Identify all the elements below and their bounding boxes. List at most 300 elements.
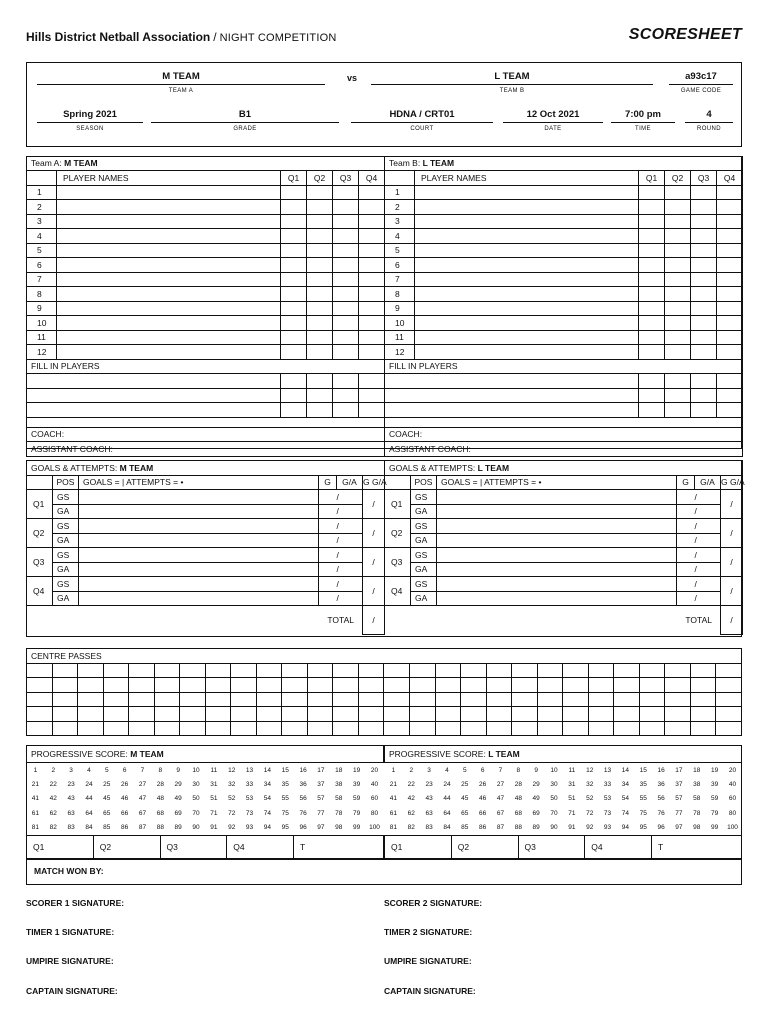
score-number[interactable]: 100 (727, 824, 738, 832)
position-cell[interactable] (665, 374, 691, 389)
centre-pass-cell[interactable] (537, 692, 563, 707)
position-cell[interactable] (281, 229, 307, 244)
position-cell[interactable] (639, 287, 665, 302)
centre-pass-cell[interactable] (231, 663, 257, 678)
centre-pass-cell[interactable] (180, 707, 206, 722)
score-number[interactable]: 64 (443, 809, 451, 817)
position-cell[interactable] (307, 345, 333, 360)
centre-pass-cell[interactable] (461, 678, 487, 693)
position-cell[interactable] (717, 185, 743, 200)
centre-pass-cell[interactable] (333, 721, 359, 736)
score-number[interactable]: 86 (479, 824, 487, 832)
position-cell[interactable] (281, 374, 307, 389)
position-cell[interactable] (333, 272, 359, 287)
score-number[interactable]: 31 (210, 780, 218, 788)
centre-pass-cell[interactable] (665, 692, 691, 707)
position-cell[interactable] (717, 272, 743, 287)
score-number[interactable]: 90 (550, 824, 558, 832)
score-number[interactable]: 7 (498, 766, 503, 774)
centre-pass-cell[interactable] (52, 663, 78, 678)
centre-pass-cell[interactable] (231, 721, 257, 736)
score-number[interactable]: 14 (263, 766, 271, 774)
tally-cell[interactable] (437, 577, 677, 592)
score-number[interactable]: 94 (263, 824, 271, 832)
score-number[interactable]: 26 (479, 780, 487, 788)
centre-pass-cell[interactable] (614, 707, 640, 722)
player-name-cell[interactable] (415, 243, 639, 258)
score-number[interactable]: 33 (603, 780, 612, 788)
centre-pass-cell[interactable] (588, 678, 614, 693)
score-number[interactable]: 95 (281, 824, 289, 832)
centre-pass-cell[interactable] (512, 663, 538, 678)
position-cell[interactable] (281, 345, 307, 360)
score-number[interactable]: 47 (496, 795, 505, 803)
position-cell[interactable] (359, 388, 385, 403)
score-number[interactable]: 3 (427, 766, 431, 774)
centre-pass-cell[interactable] (27, 663, 53, 678)
position-cell[interactable] (691, 200, 717, 215)
position-cell[interactable] (359, 272, 385, 287)
centre-pass-cell[interactable] (333, 678, 359, 693)
g-cell[interactable] (319, 519, 337, 534)
centre-pass-cell[interactable] (614, 663, 640, 678)
tally-cell[interactable] (79, 548, 319, 563)
score-number[interactable]: 99 (352, 824, 361, 832)
fill-in-name-cell[interactable] (385, 403, 639, 418)
position-cell[interactable] (281, 214, 307, 229)
score-number[interactable]: 66 (121, 809, 129, 817)
position-cell[interactable] (307, 316, 333, 331)
player-name-cell[interactable] (415, 345, 639, 360)
score-number[interactable]: 35 (639, 780, 647, 788)
score-number[interactable]: 93 (603, 824, 612, 832)
position-cell[interactable] (639, 243, 665, 258)
score-number[interactable]: 2 (51, 766, 56, 774)
score-number[interactable]: 44 (443, 795, 451, 803)
position-cell[interactable] (691, 330, 717, 345)
position-cell[interactable] (359, 374, 385, 389)
position-cell[interactable] (665, 388, 691, 403)
centre-pass-cell[interactable] (537, 707, 563, 722)
position-cell[interactable] (691, 272, 717, 287)
centre-pass-cell[interactable] (129, 692, 155, 707)
score-number[interactable]: 5 (462, 766, 467, 774)
centre-pass-cell[interactable] (435, 692, 461, 707)
score-number[interactable]: 34 (263, 780, 271, 788)
centre-pass-cell[interactable] (307, 678, 333, 693)
score-number[interactable]: 11 (210, 766, 218, 774)
centre-pass-cell[interactable] (690, 678, 716, 693)
game-code-field[interactable] (669, 71, 733, 97)
score-number[interactable]: 35 (281, 780, 289, 788)
score-number[interactable]: 5 (104, 766, 109, 774)
g-cell[interactable] (677, 591, 695, 606)
score-number[interactable]: 13 (245, 766, 254, 774)
score-number[interactable]: 41 (389, 795, 398, 803)
centre-pass-cell[interactable] (78, 721, 104, 736)
centre-pass-cell[interactable] (384, 678, 410, 693)
player-name-cell[interactable] (415, 185, 639, 200)
centre-pass-cell[interactable] (256, 678, 282, 693)
player-name-cell[interactable] (415, 287, 639, 302)
score-number[interactable]: 8 (516, 766, 521, 774)
tally-cell[interactable] (79, 533, 319, 548)
centre-pass-cell[interactable] (205, 692, 231, 707)
quarter-total-box[interactable]: Q3 (160, 836, 227, 859)
position-cell[interactable] (639, 258, 665, 273)
g-cell[interactable] (319, 548, 337, 563)
position-cell[interactable] (359, 403, 385, 418)
score-number[interactable]: 90 (192, 824, 200, 832)
position-cell[interactable] (639, 316, 665, 331)
score-number[interactable]: 73 (245, 809, 254, 817)
score-number[interactable]: 3 (69, 766, 73, 774)
time-field[interactable] (611, 109, 675, 135)
position-cell[interactable] (307, 243, 333, 258)
position-cell[interactable] (333, 185, 359, 200)
ga-cell[interactable]: / (695, 548, 721, 563)
position-cell[interactable] (691, 374, 717, 389)
player-name-cell[interactable] (415, 229, 639, 244)
score-number[interactable]: 55 (639, 795, 647, 803)
quarter-total-box[interactable]: Q4 (585, 836, 652, 859)
score-number[interactable]: 86 (121, 824, 129, 832)
score-number[interactable]: 52 (228, 795, 236, 803)
centre-pass-cell[interactable] (307, 721, 333, 736)
score-number[interactable]: 50 (550, 795, 558, 803)
score-number[interactable]: 17 (317, 766, 325, 774)
position-cell[interactable] (307, 301, 333, 316)
score-number[interactable]: 6 (480, 766, 485, 774)
position-cell[interactable] (717, 243, 743, 258)
score-number[interactable]: 88 (156, 824, 164, 832)
position-cell[interactable] (665, 185, 691, 200)
captain-1-signature[interactable]: CAPTAIN SIGNATURE: (26, 986, 118, 996)
score-number[interactable]: 48 (156, 795, 164, 803)
score-number[interactable]: 37 (317, 780, 325, 788)
score-number[interactable]: 81 (389, 824, 398, 832)
score-number[interactable]: 96 (657, 824, 665, 832)
position-cell[interactable] (281, 200, 307, 215)
score-number[interactable]: 63 (67, 809, 75, 817)
score-number[interactable]: 62 (49, 809, 57, 817)
fill-in-name-cell[interactable] (27, 403, 281, 418)
ga-cell[interactable]: / (695, 490, 721, 505)
player-name-cell[interactable] (57, 301, 281, 316)
score-number[interactable]: 88 (514, 824, 522, 832)
score-number[interactable]: 78 (693, 809, 701, 817)
score-number[interactable]: 28 (514, 780, 522, 788)
score-number[interactable]: 33 (245, 780, 254, 788)
centre-pass-cell[interactable] (129, 663, 155, 678)
score-number[interactable]: 84 (85, 824, 93, 832)
centre-pass-cell[interactable] (307, 663, 333, 678)
score-number[interactable]: 27 (496, 780, 505, 788)
position-cell[interactable] (717, 330, 743, 345)
quarter-total-cell[interactable]: / (721, 490, 743, 519)
score-number[interactable]: 82 (49, 824, 57, 832)
score-number[interactable]: 26 (121, 780, 129, 788)
position-cell[interactable] (307, 229, 333, 244)
score-number[interactable]: 28 (156, 780, 164, 788)
position-cell[interactable] (717, 287, 743, 302)
position-cell[interactable] (639, 200, 665, 215)
centre-pass-cell[interactable] (154, 707, 180, 722)
position-cell[interactable] (333, 388, 359, 403)
ga-cell[interactable]: / (337, 562, 363, 577)
position-cell[interactable] (665, 272, 691, 287)
position-cell[interactable] (359, 258, 385, 273)
tally-cell[interactable] (437, 504, 677, 519)
score-number[interactable]: 43 (425, 795, 433, 803)
centre-pass-cell[interactable] (103, 663, 129, 678)
score-number[interactable]: 1 (391, 766, 396, 774)
centre-pass-cell[interactable] (180, 721, 206, 736)
centre-pass-cell[interactable] (384, 721, 410, 736)
team-a-field[interactable] (37, 71, 325, 97)
score-number[interactable]: 87 (496, 824, 505, 832)
score-number[interactable]: 44 (85, 795, 93, 803)
position-cell[interactable] (639, 345, 665, 360)
quarter-total-box[interactable]: Q1 (385, 836, 452, 859)
centre-pass-cell[interactable] (78, 678, 104, 693)
centre-pass-cell[interactable] (333, 707, 359, 722)
quarter-total-cell[interactable]: / (721, 519, 743, 548)
score-number[interactable]: 34 (621, 780, 629, 788)
score-number[interactable]: 30 (550, 780, 558, 788)
centre-pass-cell[interactable] (614, 721, 640, 736)
position-cell[interactable] (639, 272, 665, 287)
tally-cell[interactable] (79, 562, 319, 577)
score-number[interactable]: 2 (409, 766, 414, 774)
position-cell[interactable] (717, 229, 743, 244)
score-number[interactable]: 68 (156, 809, 164, 817)
centre-pass-cell[interactable] (282, 692, 308, 707)
centre-pass-cell[interactable] (282, 707, 308, 722)
score-number[interactable]: 57 (317, 795, 325, 803)
score-number[interactable]: 46 (121, 795, 129, 803)
g-cell[interactable] (677, 504, 695, 519)
centre-pass-cell[interactable] (563, 678, 589, 693)
score-number[interactable]: 46 (479, 795, 487, 803)
centre-pass-cell[interactable] (409, 707, 435, 722)
score-number[interactable]: 29 (532, 780, 540, 788)
position-cell[interactable] (717, 374, 743, 389)
score-number[interactable]: 74 (621, 809, 629, 817)
score-number[interactable]: 83 (425, 824, 433, 832)
centre-pass-cell[interactable] (588, 707, 614, 722)
position-cell[interactable] (691, 214, 717, 229)
position-cell[interactable] (691, 258, 717, 273)
score-number[interactable]: 70 (550, 809, 558, 817)
score-number[interactable]: 39 (352, 780, 361, 788)
score-number[interactable]: 53 (603, 795, 612, 803)
score-number[interactable]: 8 (158, 766, 163, 774)
centre-pass-cell[interactable] (358, 692, 384, 707)
score-number[interactable]: 32 (586, 780, 594, 788)
position-cell[interactable] (665, 200, 691, 215)
position-cell[interactable] (333, 287, 359, 302)
ga-cell[interactable]: / (337, 577, 363, 592)
score-number[interactable]: 67 (496, 809, 505, 817)
score-number[interactable]: 9 (534, 766, 538, 774)
score-number[interactable]: 45 (461, 795, 469, 803)
centre-pass-cell[interactable] (665, 721, 691, 736)
player-name-cell[interactable] (57, 185, 281, 200)
position-cell[interactable] (665, 345, 691, 360)
centre-pass-cell[interactable] (333, 692, 359, 707)
centre-pass-cell[interactable] (154, 678, 180, 693)
centre-pass-cell[interactable] (665, 678, 691, 693)
position-cell[interactable] (717, 345, 743, 360)
centre-pass-cell[interactable] (384, 663, 410, 678)
score-number[interactable]: 94 (621, 824, 629, 832)
score-number[interactable]: 64 (85, 809, 93, 817)
position-cell[interactable] (359, 345, 385, 360)
position-cell[interactable] (359, 243, 385, 258)
centre-pass-cell[interactable] (78, 663, 104, 678)
centre-pass-cell[interactable] (154, 663, 180, 678)
player-name-cell[interactable] (415, 214, 639, 229)
centre-pass-cell[interactable] (129, 678, 155, 693)
tally-cell[interactable] (437, 490, 677, 505)
score-number[interactable]: 15 (639, 766, 647, 774)
position-cell[interactable] (665, 243, 691, 258)
score-number[interactable]: 32 (228, 780, 236, 788)
fill-in-name-cell[interactable] (27, 388, 281, 403)
score-number[interactable]: 45 (103, 795, 111, 803)
score-number[interactable]: 15 (281, 766, 289, 774)
position-cell[interactable] (281, 388, 307, 403)
score-number[interactable]: 16 (299, 766, 307, 774)
score-number[interactable]: 49 (532, 795, 540, 803)
centre-pass-cell[interactable] (690, 721, 716, 736)
date-field[interactable] (503, 109, 603, 135)
score-number[interactable]: 66 (479, 809, 487, 817)
position-cell[interactable] (691, 287, 717, 302)
position-cell[interactable] (691, 185, 717, 200)
score-number[interactable]: 7 (140, 766, 145, 774)
position-cell[interactable] (281, 272, 307, 287)
quarter-total-cell[interactable]: / (721, 548, 743, 577)
centre-pass-cell[interactable] (282, 663, 308, 678)
centre-pass-cell[interactable] (282, 721, 308, 736)
score-number[interactable]: 92 (228, 824, 236, 832)
ga-cell[interactable]: / (695, 577, 721, 592)
position-cell[interactable] (307, 272, 333, 287)
position-cell[interactable] (307, 403, 333, 418)
g-cell[interactable] (677, 548, 695, 563)
score-number[interactable]: 41 (31, 795, 40, 803)
captain-2-signature[interactable]: CAPTAIN SIGNATURE: (384, 986, 476, 996)
centre-pass-cell[interactable] (180, 663, 206, 678)
score-number[interactable]: 91 (210, 824, 218, 832)
position-cell[interactable] (691, 388, 717, 403)
g-cell[interactable] (319, 504, 337, 519)
score-number[interactable]: 98 (335, 824, 343, 832)
position-cell[interactable] (665, 330, 691, 345)
grade-field[interactable] (151, 109, 339, 135)
centre-pass-cell[interactable] (486, 663, 512, 678)
score-number[interactable]: 4 (445, 766, 449, 774)
centre-pass-cell[interactable] (231, 678, 257, 693)
centre-pass-cell[interactable] (639, 707, 665, 722)
score-number[interactable]: 76 (299, 809, 307, 817)
position-cell[interactable] (359, 214, 385, 229)
g-cell[interactable] (677, 519, 695, 534)
centre-pass-cell[interactable] (486, 692, 512, 707)
ga-cell[interactable]: / (695, 533, 721, 548)
score-number[interactable]: 24 (85, 780, 93, 788)
score-number[interactable]: 63 (425, 809, 433, 817)
position-cell[interactable] (665, 316, 691, 331)
score-number[interactable]: 29 (174, 780, 182, 788)
score-number[interactable]: 91 (568, 824, 576, 832)
position-cell[interactable] (665, 229, 691, 244)
score-number[interactable]: 31 (568, 780, 576, 788)
score-number[interactable]: 49 (174, 795, 182, 803)
quarter-total-box[interactable]: Q1 (27, 836, 94, 859)
score-number[interactable]: 13 (603, 766, 612, 774)
centre-pass-cell[interactable] (461, 707, 487, 722)
centre-pass-cell[interactable] (461, 721, 487, 736)
centre-pass-cell[interactable] (716, 721, 742, 736)
score-number[interactable]: 30 (192, 780, 200, 788)
score-number[interactable]: 51 (568, 795, 576, 803)
position-cell[interactable] (359, 229, 385, 244)
quarter-total-box[interactable]: Q2 (451, 836, 518, 859)
position-cell[interactable] (665, 287, 691, 302)
score-number[interactable]: 69 (174, 809, 182, 817)
tally-cell[interactable] (437, 519, 677, 534)
centre-pass-cell[interactable] (205, 678, 231, 693)
score-number[interactable]: 70 (192, 809, 200, 817)
centre-pass-cell[interactable] (103, 678, 129, 693)
centre-pass-cell[interactable] (129, 721, 155, 736)
score-number[interactable]: 25 (461, 780, 469, 788)
player-name-cell[interactable] (415, 316, 639, 331)
timer-1-signature[interactable]: TIMER 1 SIGNATURE: (26, 927, 115, 937)
centre-pass-cell[interactable] (435, 663, 461, 678)
centre-pass-cell[interactable] (665, 707, 691, 722)
centre-pass-cell[interactable] (231, 692, 257, 707)
score-number[interactable]: 4 (87, 766, 91, 774)
centre-pass-cell[interactable] (690, 663, 716, 678)
centre-pass-cell[interactable] (129, 707, 155, 722)
centre-pass-cell[interactable] (256, 692, 282, 707)
centre-pass-cell[interactable] (563, 721, 589, 736)
score-number[interactable]: 99 (710, 824, 719, 832)
centre-pass-cell[interactable] (486, 678, 512, 693)
position-cell[interactable] (691, 243, 717, 258)
score-number[interactable]: 19 (710, 766, 719, 774)
score-number[interactable]: 21 (31, 780, 40, 788)
position-cell[interactable] (281, 403, 307, 418)
score-number[interactable]: 85 (103, 824, 111, 832)
score-number[interactable]: 57 (675, 795, 683, 803)
score-number[interactable]: 18 (693, 766, 701, 774)
score-number[interactable]: 74 (263, 809, 271, 817)
score-number[interactable]: 97 (675, 824, 683, 832)
season-field[interactable] (37, 109, 143, 135)
position-cell[interactable] (307, 388, 333, 403)
score-number[interactable]: 79 (352, 809, 361, 817)
position-cell[interactable] (333, 200, 359, 215)
centre-pass-cell[interactable] (154, 721, 180, 736)
centre-pass-cell[interactable] (588, 721, 614, 736)
score-number[interactable]: 37 (675, 780, 683, 788)
score-number[interactable]: 60 (728, 795, 737, 803)
